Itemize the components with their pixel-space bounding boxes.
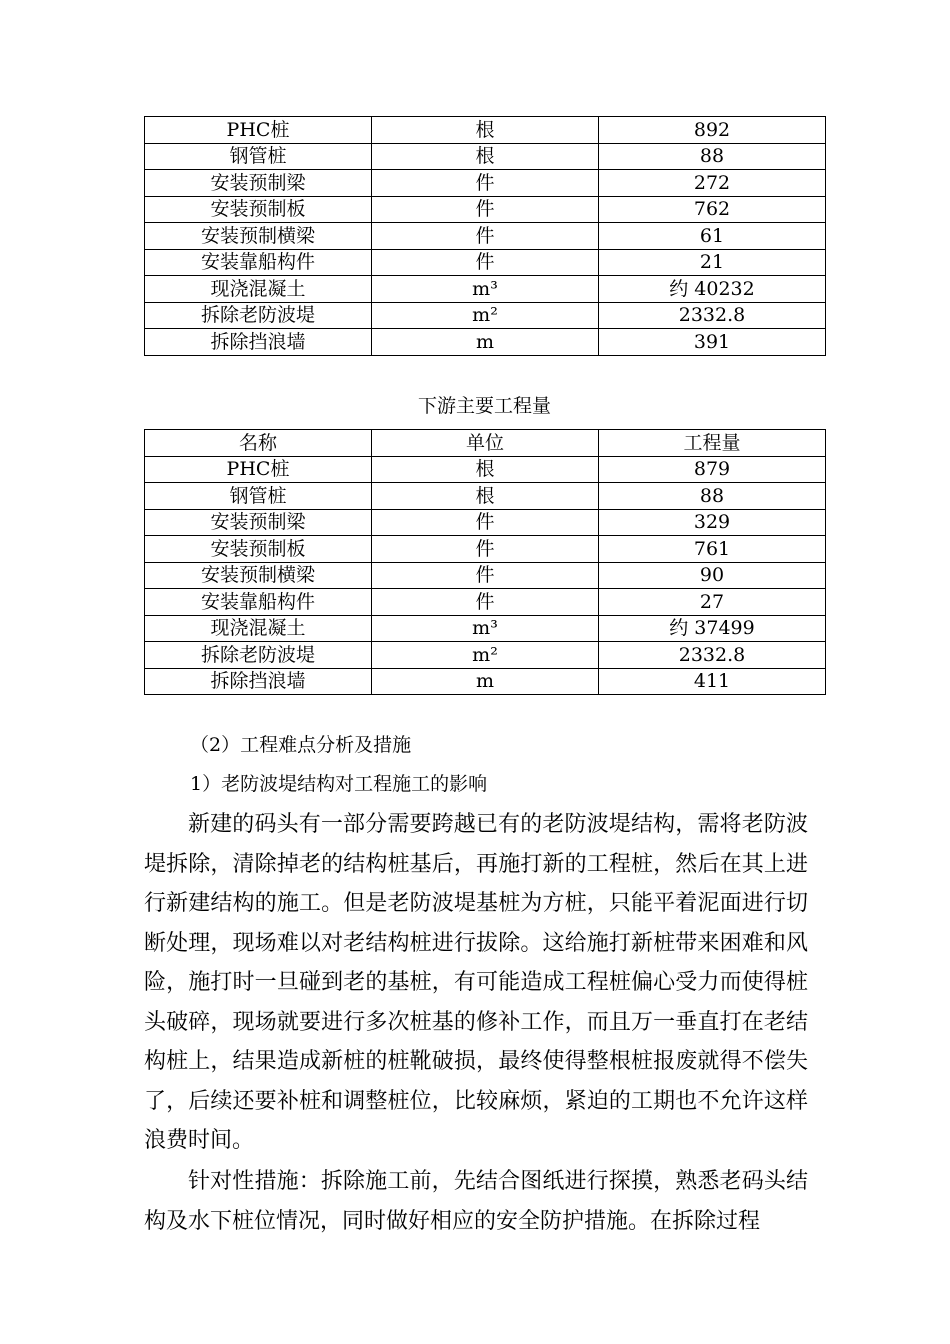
quantity-cell: 2332.8 bbox=[599, 642, 826, 669]
quantity-cell: 90 bbox=[599, 562, 826, 589]
quantity-cell: 2332.8 bbox=[599, 302, 826, 329]
item-name-cell: 安装靠船构件 bbox=[145, 249, 372, 276]
table-row bbox=[145, 562, 826, 589]
unit-cell: 件 bbox=[372, 249, 599, 276]
unit-cell: 件 bbox=[372, 589, 599, 616]
quantity-cell: 27 bbox=[599, 589, 826, 616]
quantity-cell: 约 40232 bbox=[599, 276, 826, 303]
item-name-cell: 安装预制横梁 bbox=[145, 223, 372, 250]
table-row bbox=[145, 143, 826, 170]
upstream-quantity-table bbox=[144, 116, 826, 356]
item-name-cell: PHC桩 bbox=[145, 456, 372, 483]
table-header-row bbox=[145, 430, 826, 457]
item-name-cell: 拆除挡浪墙 bbox=[145, 329, 372, 356]
quantity-cell: 88 bbox=[599, 483, 826, 510]
unit-cell: 件 bbox=[372, 509, 599, 536]
table-row bbox=[145, 329, 826, 356]
header-quantity-cell: 工程量 bbox=[599, 430, 826, 457]
item-name-cell: 现浇混凝土 bbox=[145, 276, 372, 303]
quantity-cell: 411 bbox=[599, 668, 826, 695]
item-name-cell: 拆除老防波堤 bbox=[145, 642, 372, 669]
body-paragraph-impact: 新建的码头有一部分需要跨越已有的老防波堤结构，需将老防波堤拆除，清除掉老的结构桩基后，再施打新的工程桩，然后在其上进行新建结构的施工。但是老防波堤基桩为方桩，只能平着泥面进行切断处理，现场难以对老结构桩进行拔除。这给施打新桩带来困难和风险，施打时一旦碰到老的基桩，有可能造成工程桩偏心受力而使得桩头破碎，现场就要进行多次桩基的修补工作，而且万一垂直打在老结构桩上，结果造成新桩的桩靴破损，最终使得整根桩报废就得不偿失了，后续还要补桩和调整桩位，比较麻烦，紧迫的工期也不允许这样浪费时间。 bbox=[144, 812, 808, 1153]
table-row bbox=[145, 276, 826, 303]
table-row bbox=[145, 223, 826, 250]
table-row bbox=[145, 589, 826, 616]
item-name-cell: 现浇混凝土 bbox=[145, 615, 372, 642]
quantity-cell: 761 bbox=[599, 536, 826, 563]
table-row bbox=[145, 509, 826, 536]
item-name-cell: 安装预制板 bbox=[145, 196, 372, 223]
table-row bbox=[145, 249, 826, 276]
unit-cell: 件 bbox=[372, 196, 599, 223]
unit-cell: 根 bbox=[372, 117, 599, 144]
quantity-cell: 892 bbox=[599, 117, 826, 144]
item-name-cell: 钢管桩 bbox=[145, 143, 372, 170]
unit-cell: 根 bbox=[372, 483, 599, 510]
unit-cell: 件 bbox=[372, 223, 599, 250]
table-row bbox=[145, 536, 826, 563]
quantity-cell: 879 bbox=[599, 456, 826, 483]
header-name-cell: 名称 bbox=[145, 430, 372, 457]
table-row bbox=[145, 170, 826, 197]
unit-cell: 件 bbox=[372, 562, 599, 589]
quantity-cell: 21 bbox=[599, 249, 826, 276]
downstream-quantity-table bbox=[144, 429, 826, 695]
unit-cell: 件 bbox=[372, 170, 599, 197]
item-name-cell: 安装预制梁 bbox=[145, 509, 372, 536]
item-name-cell: 拆除挡浪墙 bbox=[145, 668, 372, 695]
quantity-cell: 391 bbox=[599, 329, 826, 356]
item-name-cell: 安装预制板 bbox=[145, 536, 372, 563]
unit-cell: m² bbox=[372, 302, 599, 329]
upstream-table-body bbox=[145, 117, 826, 356]
unit-cell: m bbox=[372, 329, 599, 356]
table-row bbox=[145, 615, 826, 642]
table-row bbox=[145, 302, 826, 329]
item-name-cell: 安装预制横梁 bbox=[145, 562, 372, 589]
downstream-table-caption: 下游主要工程量 bbox=[417, 395, 551, 417]
quantity-cell: 272 bbox=[599, 170, 826, 197]
table-row bbox=[145, 483, 826, 510]
item-name-cell: PHC桩 bbox=[145, 117, 372, 144]
body-paragraph-measures: 针对性措施：拆除施工前，先结合图纸进行探摸，熟悉老码头结构及水下桩位情况，同时做好相应的安全防护措施。在拆除过程 bbox=[144, 1169, 808, 1234]
unit-cell: m³ bbox=[372, 276, 599, 303]
unit-cell: 根 bbox=[372, 456, 599, 483]
quantity-cell: 762 bbox=[599, 196, 826, 223]
item-name-cell: 安装预制梁 bbox=[145, 170, 372, 197]
downstream-table-body bbox=[145, 430, 826, 695]
quantity-cell: 61 bbox=[599, 223, 826, 250]
unit-cell: m bbox=[372, 668, 599, 695]
item-name-cell: 拆除老防波堤 bbox=[145, 302, 372, 329]
table-row bbox=[145, 642, 826, 669]
unit-cell: 件 bbox=[372, 536, 599, 563]
unit-cell: 根 bbox=[372, 143, 599, 170]
table-row bbox=[145, 668, 826, 695]
unit-cell: m³ bbox=[372, 615, 599, 642]
subsection-heading: 1）老防波堤结构对工程施工的影响 bbox=[190, 773, 488, 795]
item-name-cell: 钢管桩 bbox=[145, 483, 372, 510]
section-heading: （2）工程难点分析及措施 bbox=[190, 734, 412, 756]
table-row bbox=[145, 117, 826, 144]
quantity-cell: 88 bbox=[599, 143, 826, 170]
quantity-cell: 约 37499 bbox=[599, 615, 826, 642]
table-row bbox=[145, 456, 826, 483]
unit-cell: m² bbox=[372, 642, 599, 669]
header-unit-cell: 单位 bbox=[372, 430, 599, 457]
table-row bbox=[145, 196, 826, 223]
item-name-cell: 安装靠船构件 bbox=[145, 589, 372, 616]
quantity-cell: 329 bbox=[599, 509, 826, 536]
